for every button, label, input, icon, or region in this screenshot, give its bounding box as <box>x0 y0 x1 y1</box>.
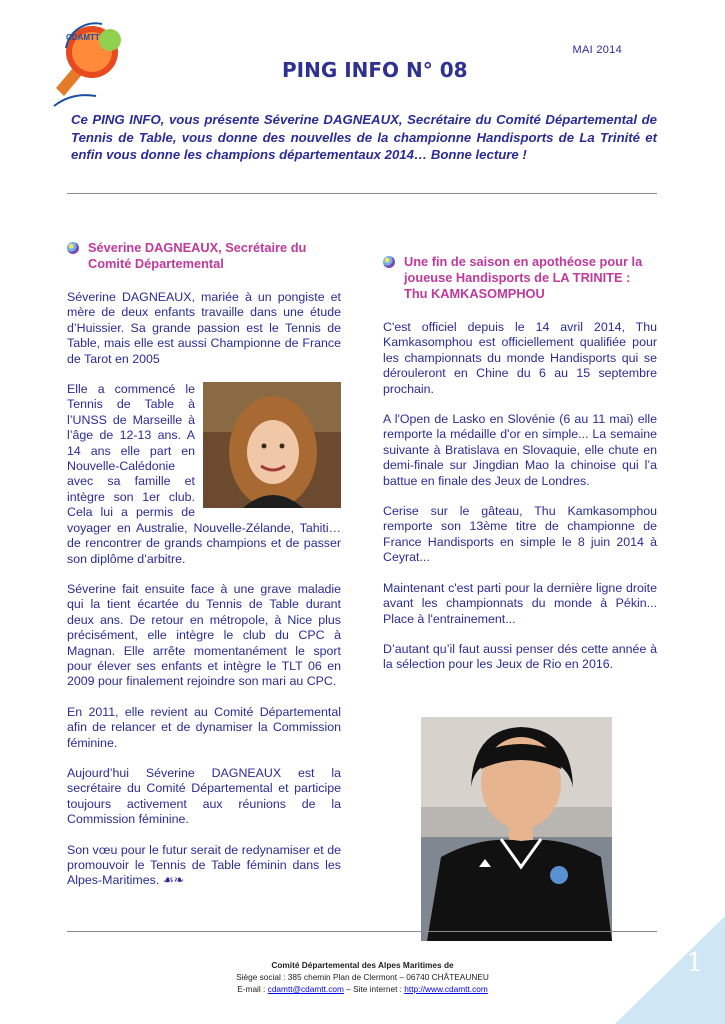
article-paragraph: Aujourd’hui Séverine DAGNEAUX est la secrétaire du Comité Départemental et participe toujours activement aux réunions de la Commission féminine. <box>67 765 341 827</box>
footer-email-label: E-mail : <box>237 984 268 994</box>
page-corner-decoration <box>615 916 725 1024</box>
article-paragraph: Séverine DAGNEAUX, mariée à un pongiste et mère de deux enfants travaille dans une étude d’Huissier. Sa grande passion est le Tennis de Table, mais elle est aussi Championne de France de Tarot en 2005 <box>67 290 341 366</box>
intro-text: Ce PING INFO, vous présente Séverine DAGNEAUX, Secrétaire du Comité Départemental de Tennis de Table, vous donne des nouvelles de la championne Handisports de La Trinité et enfin vous donne les champions départementaux 2014… Bonne lecture ! <box>71 112 657 162</box>
portrait-severine-image <box>203 382 341 508</box>
article-paragraph: Séverine fait ensuite face à une grave maladie qui la tient écartée du Tennis de Table durant deux ans. De retour en métropole, à Nice plus précisément, elle intègre le club du CPC à Magnan. Elle arrête momentanément le sport pour élever ses enfants et intègre le TLT 06 en 2009 pour finalement rejoindre son mari au CPC. <box>67 581 341 689</box>
portrait-thu-image <box>421 717 612 941</box>
logo-swoosh <box>54 95 96 106</box>
right-article <box>383 254 657 688</box>
left-article <box>67 240 341 904</box>
footer-site-link[interactable]: http://www.cdamtt.com <box>404 984 488 994</box>
article-paragraph: D’autant qu’il faut aussi penser dés cette année à la sélection pour les Jeux de Rio en 2016. <box>383 641 657 672</box>
page-title: PING INFO N° 08 <box>282 58 468 82</box>
page-number: 1 <box>686 948 703 978</box>
article-paragraph: Elle a commencé le Tennis de Table à l’UNSS de Marseille à l’âge de 12-13 ans. A 14 ans elle part en Nouvelle-Calédonie avec sa famille et intègre son 1er club. Cela lui a permis de voyager en Australie, Nouvelle-Zélande, Tahiti… de rencontrer de grands champions et de passer son diplôme d’arbitre. <box>67 382 341 566</box>
footer-site-label: – Site internet : <box>343 984 405 994</box>
cdamtt-logo <box>52 18 124 114</box>
top-divider <box>67 193 657 194</box>
right-article-heading-text: Une fin de saison en apothéose pour la joueuse Handisports de LA TRINITE : Thu KAMKASOMPHOU <box>404 254 643 301</box>
footer-email-link[interactable]: cdamtt@cdamtt.com <box>267 984 344 994</box>
bullet-icon <box>383 256 395 268</box>
article-paragraph: C'est officiel depuis le 14 avril 2014, Thu Kamkasomphou est officiellement qualifiée pour les championnats du monde Handisports qui se dérouleront en Chine du 6 au 15 septembre prochain. <box>383 320 657 396</box>
footer-address: Siège social : 385 chemin Plan de Clermont – 06740 CHÂTEAUNEU <box>236 972 489 982</box>
photo-severine <box>203 382 341 508</box>
right-article-heading <box>383 254 657 302</box>
left-article-heading <box>67 240 341 272</box>
footer-divider <box>67 931 657 932</box>
issue-date: MAI 2014 <box>572 44 622 56</box>
article-paragraph: Maintenant c'est parti pour la dernière ligne droite avant les championnats du monde à Pékin... Place à l'entrainement... <box>383 580 657 626</box>
logo-text: CDAMTT <box>66 33 100 42</box>
ball-icon <box>99 29 121 51</box>
article-paragraph: En 2011, elle revient au Comité Départemental afin de relancer et de dynamiser la Commission féminine. <box>67 704 341 750</box>
bullet-icon <box>67 242 79 254</box>
footer-organization: Comité Départemental des Alpes Maritimes de <box>271 960 454 970</box>
article-paragraph: Cerise sur le gâteau, Thu Kamkasomphou remporte son 13ème titre de championne de France Handisports en simple le 8 juin 2014 à Ceyrat... <box>383 504 657 565</box>
left-article-heading-text: Séverine DAGNEAUX, Secrétaire du Comité Départemental <box>88 240 307 271</box>
article-paragraph: A l'Open de Lasko en Slovénie (6 au 11 mai) elle remporte la médaille d'or en simple... La semaine suivante à Bratislava en Slovaquie, elle chute en demi-finale sur Jingdian Mao la chinoise qui l’a battue en finale des Jeux de Londres. <box>383 412 657 488</box>
article-paragraph: Son vœu pour le futur serait de redynamiser et de promouvoir le Tennis de Table féminin dans les Alpes-Maritimes. ☙❧ <box>67 842 341 888</box>
